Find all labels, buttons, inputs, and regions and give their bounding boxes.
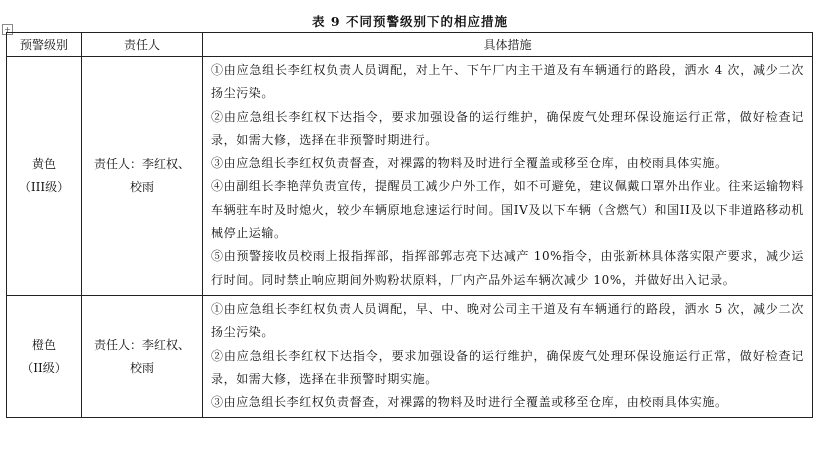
level-cell <box>7 295 82 417</box>
table-move-handle-icon[interactable]: + <box>2 24 13 35</box>
responsible-cell <box>82 295 203 417</box>
level-name: 黄色 <box>31 156 56 171</box>
measure-item: ②由应急组长李红权下达指令，要求加强设备的运行维护，确保废气处理环保设施运行正常，做好检查记录，如需大修，选择在非预警时期实施。 <box>211 348 804 386</box>
header-responsible: 责任人 <box>82 33 203 57</box>
measure-item: ④由副组长李艳萍负责宣传，提醒员工减少户外工作，如不可避免，建议佩戴口罩外出作业。往来运输物料车辆驻车时及时熄火，较少车辆原地怠速运行时间。国IV及以下车辆（含燃气）和国II及以下非道路移动机械停止运输。 <box>211 179 804 241</box>
measure-item: ③由应急组长李红权负责督查，对裸露的物料及时进行全覆盖或移至仓库，由校雨具体实施。 <box>211 395 728 410</box>
measures-cell <box>203 57 813 296</box>
level-grade: （II级） <box>21 360 67 375</box>
responsible-line: 校雨 <box>129 179 154 194</box>
measure-item: ⑤由预警接收员校雨上报指挥部，指挥部郭志亮下达减产 10%指令，由张新林具体落实限产要求，减少运行时间。同时禁止响应期间外购粉状原料，厂内产品外运车辆次减少 10%，并做好出入记录。 <box>211 249 804 287</box>
level-cell <box>7 57 82 296</box>
table-header-row <box>7 33 813 57</box>
measure-item: ②由应急组长李红权下达指令，要求加强设备的运行维护，确保废气处理环保设施运行正常，做好检查记录，如需大修，选择在非预警时期进行。 <box>211 109 804 147</box>
table-caption: 表 9 不同预警级别下的相应措施 <box>312 14 508 29</box>
responsible-cell <box>82 57 203 296</box>
header-measures: 具体措施 <box>203 33 813 57</box>
measures-table <box>6 32 813 418</box>
responsible-line: 责任人：李红权、 <box>93 337 190 352</box>
level-name: 橙色 <box>31 337 56 352</box>
header-level: 预警级别 <box>7 33 82 57</box>
responsible-line: 校雨 <box>129 360 154 375</box>
measure-item: ①由应急组长李红权负责人员调配，对上午、下午厂内主干道及有车辆通行的路段，洒水 4 次，减少二次扬尘污染。 <box>211 63 804 101</box>
table-row <box>7 57 813 296</box>
measures-cell <box>203 295 813 417</box>
measure-item: ③由应急组长李红权负责督查，对裸露的物料及时进行全覆盖或移至仓库，由校雨具体实施。 <box>211 156 728 171</box>
level-grade: （III级） <box>18 179 70 194</box>
responsible-line: 责任人：李红权、 <box>93 156 190 171</box>
table-row <box>7 295 813 417</box>
measure-item: ①由应急组长李红权负责人员调配，早、中、晚对公司主干道及有车辆通行的路段，洒水 5 次，减少二次扬尘污染。 <box>211 301 804 340</box>
